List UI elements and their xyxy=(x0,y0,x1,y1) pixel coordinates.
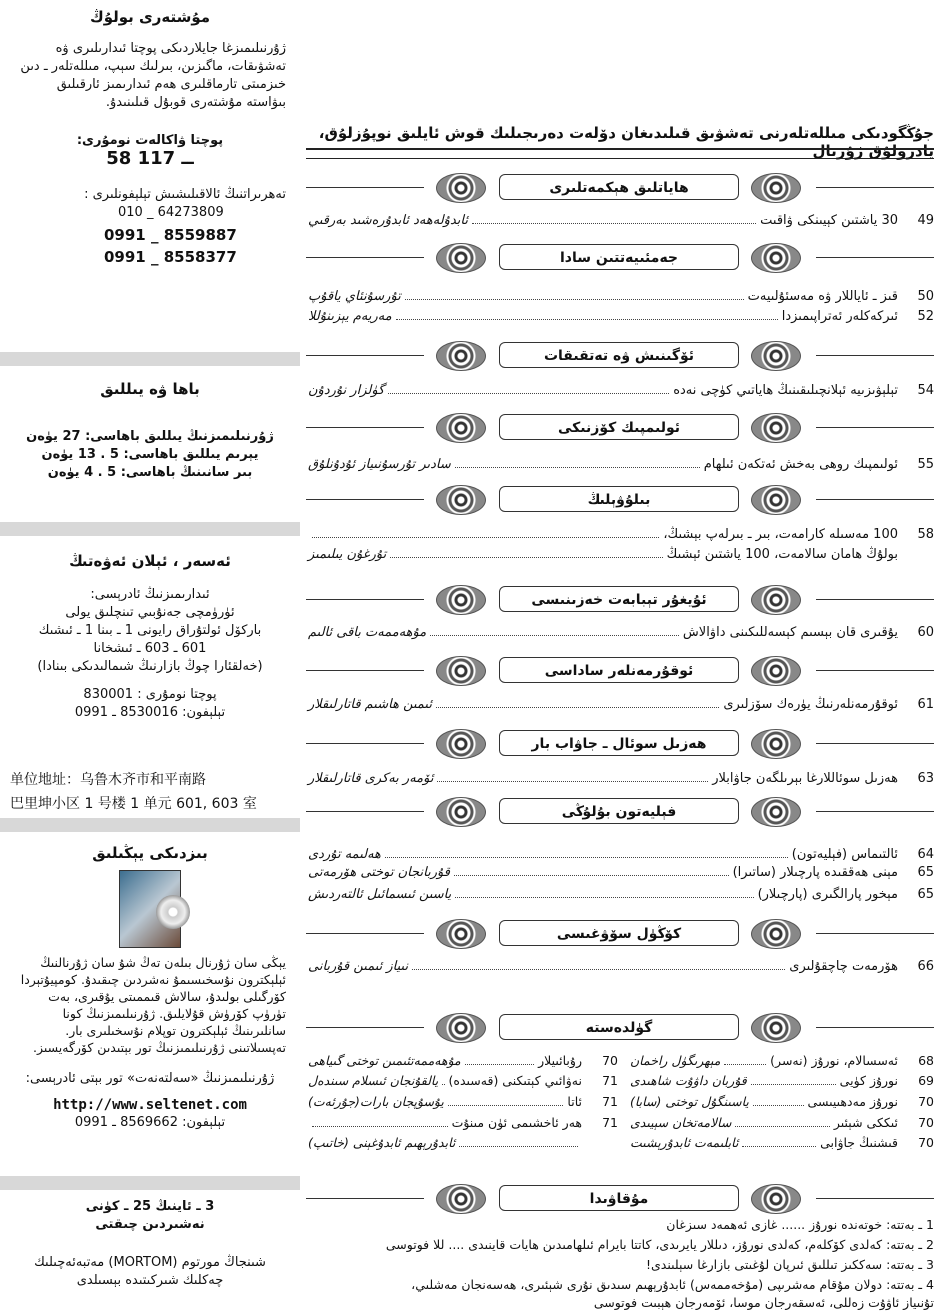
entry-page: 49 xyxy=(917,213,934,228)
section-title: بىلۇۋېلىڭ xyxy=(499,486,739,512)
entry-page: 69 xyxy=(918,1073,934,1088)
address-heading: ئەسەر ، ئېلان ئەۋەتىڭ xyxy=(69,552,231,570)
toc-entry[interactable] xyxy=(308,770,934,788)
entry-page: 68 xyxy=(918,1053,934,1068)
section-banner xyxy=(306,172,934,204)
entry-title: ئالتىماس (فېليەتون) xyxy=(791,847,898,862)
entry-author: ئابدۇلەھەد ئابدۇرەشىد بەرقىي xyxy=(308,213,468,228)
banner-rule xyxy=(816,1027,934,1028)
toc-entry[interactable] xyxy=(308,308,934,326)
entry-page: 55 xyxy=(917,457,934,472)
cover-note: 1 ـ بەتتە: خوتەندە نورۇز ...... غازى ئەھمەد سىزغان xyxy=(666,1217,934,1232)
postal-code-label: پوچتا ۋاكالەت نومۇرى: xyxy=(76,133,224,148)
entry-author: مۇھەممەت باقى ئالىم xyxy=(308,625,427,640)
entry-title: ھەر ئاخشىمى ئۈن مىنۇت xyxy=(451,1115,582,1130)
section-title: فېليەتون بۇلۇڭى xyxy=(499,798,739,824)
toc-entry[interactable] xyxy=(308,696,934,714)
section-title: ھەزىل سوئال ـ جاۋاب بار xyxy=(499,730,739,756)
section-banner xyxy=(306,655,934,687)
section-title: كۆڭۈل سۆۋغىسى xyxy=(499,920,739,946)
entry-page: 60 xyxy=(917,625,934,640)
banner-rule xyxy=(306,1198,424,1199)
chinese-address-line-2: 巴里坤小区 1 号楼 1 单元 601, 603 室 xyxy=(10,796,257,812)
dot-leader xyxy=(753,1095,804,1106)
phone-3: 0991 _ 8558377 xyxy=(104,248,237,266)
banner-rule xyxy=(306,257,424,258)
entry-title: يۇقىرى قان بېسىم كېسەللىكىنى داۋالاش xyxy=(682,625,898,640)
entry-author: مېھرىگۈل راخمان xyxy=(630,1053,721,1068)
entry-title: بولۇڭ ھامان سالامەت، 100 ياشتىن ئېشىڭ xyxy=(666,547,898,562)
banner-rule xyxy=(816,743,934,744)
entry-title: مېخور پارالگىرى (پارچىلار) xyxy=(757,887,898,902)
dot-leader xyxy=(312,1116,448,1127)
phones-label: تەھرىراتنىڭ ئالاقىلىشىش تېلېفونلىرى : xyxy=(84,187,286,202)
toc-entry[interactable] xyxy=(308,288,934,306)
entry-page: 71 xyxy=(602,1094,618,1109)
entry-author: يالقۇنجان ئىسلام سىندەل xyxy=(308,1073,439,1088)
entry-author: تۇرغۇن يىلىمىز xyxy=(308,547,387,562)
banner-rule xyxy=(816,599,934,600)
rosette-ornament-icon xyxy=(436,919,486,949)
sidebar-separator xyxy=(0,818,300,832)
toc-entry[interactable] xyxy=(308,212,934,230)
price-line-1: ژۇرنىلىمىزنىڭ يىللىق باھاسى: 27 يۈەن xyxy=(26,429,274,444)
rosette-ornament-icon xyxy=(751,919,801,949)
entry-page: 58 xyxy=(917,527,934,542)
cover-note: 2 ـ بەتتە: كەلدى كۆكلەم، كەلدى نورۇز، دىللار يايرىدى، كاتتا بايرام ئىلھامىدىن ھايات قاينىدى .... للا فوتوسى xyxy=(385,1237,934,1252)
section-banner xyxy=(306,412,934,444)
entry-title: ئىركەكلەر ئەتراپىمىزدا xyxy=(781,309,898,324)
guldeste-entry[interactable] xyxy=(308,1134,618,1152)
rosette-ornament-icon xyxy=(751,585,801,615)
printer-line-1: شىنجاڭ مورتوم (MORTOM) مەتبەئەچىلىك xyxy=(34,1255,266,1270)
banner-rule xyxy=(306,1027,424,1028)
decorative-border xyxy=(306,148,934,159)
entry-title: 30 ياشتىن كېيىنكى ۋاقىت xyxy=(760,213,898,228)
entry-author: ئابدۇرېھىم ئابدۇغېنى (خاتىپ) xyxy=(308,1135,456,1150)
entry-page: 52 xyxy=(917,309,934,324)
banner-rule xyxy=(816,355,934,356)
banner-rule xyxy=(306,743,424,744)
banner-rule xyxy=(816,1198,934,1199)
rosette-ornament-icon xyxy=(751,485,801,515)
toc-entry[interactable] xyxy=(308,382,934,400)
guldeste-entry[interactable] xyxy=(630,1072,934,1090)
section-banner xyxy=(306,484,934,516)
banner-rule xyxy=(816,670,934,671)
dot-leader xyxy=(724,1054,766,1065)
entry-page: 70 xyxy=(602,1053,618,1068)
banner-rule xyxy=(306,811,424,812)
toc-entry[interactable] xyxy=(308,864,934,882)
chinese-address xyxy=(10,768,257,816)
sidebar-separator xyxy=(0,522,300,536)
entry-author: ياسىن ئىسمائىل ئالتەردىش xyxy=(308,887,452,902)
price-line-2: يېرىم يىللىق باھاسى: 5 . 13 يۈەن xyxy=(41,447,259,462)
banner-rule xyxy=(306,355,424,356)
entry-title: ئاتا xyxy=(567,1094,582,1109)
entry-page: 50 xyxy=(917,289,934,304)
price-line-3: بىر سانىنىڭ باھاسى: 5 . 4 يۈەن xyxy=(47,465,253,480)
section-title: مۇقاۋىدا xyxy=(499,1185,739,1211)
journal-tagline: جۇڭگودىكى مىللەتلەرنى تەشۋىق قىلىدىغان دۆلەت دەرىجىلىك قوش ئايلىق نوپۇزلۇق، يادرولۇق ژۇرنال xyxy=(318,124,934,160)
section-banner xyxy=(306,340,934,372)
rosette-ornament-icon xyxy=(751,656,801,686)
entry-title: ئوقۇرمەنلەرنىڭ يۈرەك سۆزلىرى xyxy=(723,697,898,712)
entry-author: مۇھەممەتئىمىن توختى گىياھى xyxy=(308,1053,461,1068)
section-title: ھاياتلىق ھېكمەتلىرى xyxy=(499,174,739,200)
subscribe-box xyxy=(0,0,300,352)
section-banner xyxy=(306,1183,934,1215)
dot-leader xyxy=(396,309,778,320)
entry-title: ھۆرمەت چاچقۇلىرى xyxy=(789,959,898,974)
dot-leader xyxy=(459,1136,578,1147)
dot-leader xyxy=(436,697,719,708)
entry-page: 64 xyxy=(917,847,934,862)
section-title: ئولىمپىك كۆزنىكى xyxy=(499,414,739,440)
rosette-ornament-icon xyxy=(436,797,486,827)
rosette-ornament-icon xyxy=(751,413,801,443)
dot-leader xyxy=(742,1136,816,1147)
online-box xyxy=(0,836,300,1176)
entry-page: 65 xyxy=(917,865,934,880)
dot-leader xyxy=(390,547,662,558)
section-banner xyxy=(306,796,934,828)
postal-code-value: 58 ــ 117 xyxy=(106,148,194,169)
guldeste-entry[interactable] xyxy=(308,1072,618,1090)
section-title: ئۇيغۇر تېبابەت خەزىنىسى xyxy=(499,586,739,612)
guldeste-entry[interactable] xyxy=(630,1134,934,1152)
section-banner xyxy=(306,584,934,616)
dot-leader xyxy=(442,1074,444,1085)
chinese-address-line-1: 单位地址：乌鲁木齐市和平南路 xyxy=(10,772,206,788)
online-heading: بىزدىكى يېڭىلىق xyxy=(92,844,208,862)
entry-author: ھەلىمە تۇردى xyxy=(308,847,381,862)
print-published: نەشىردىن چىقتى xyxy=(95,1217,205,1232)
dot-leader xyxy=(312,527,659,538)
dot-leader xyxy=(448,1095,564,1106)
guldeste-entry[interactable] xyxy=(630,1114,934,1132)
guldeste-entry[interactable] xyxy=(630,1052,934,1070)
cover-note: 3 ـ بەتتە: سەككىز تىللىق ئىرپان لۇغىتى بازارغا سېلىندى! xyxy=(645,1257,934,1272)
contents-page xyxy=(300,0,940,1310)
toc-entry[interactable] xyxy=(308,546,934,564)
rosette-ornament-icon xyxy=(751,729,801,759)
banner-rule xyxy=(816,427,934,428)
sidebar-separator xyxy=(0,1176,300,1190)
banner-rule xyxy=(306,427,424,428)
subscribe-heading: مۇشتەرى بولۇڭ xyxy=(89,8,211,26)
entry-author: تۇرسۇنئاي ياقۇپ xyxy=(308,289,401,304)
toc-entry[interactable] xyxy=(308,526,934,544)
section-banner xyxy=(306,1012,934,1044)
banner-rule xyxy=(306,933,424,934)
section-banner xyxy=(306,918,934,950)
rosette-ornament-icon xyxy=(436,243,486,273)
dot-leader xyxy=(454,865,729,876)
entry-author: ياسىنگۇل توختى (سابا) xyxy=(630,1094,749,1109)
online-text: يېڭى سان ژۇرنال بىلەن تەڭ شۇ سان ژۇرنالنىڭ ئېلېكترون نۇسخىسىمۇ نەشردىن چىقىدۇ. كومپيۇتېردا كۆرگىلى بولىدۇ، سالاش قىممىتى يۇقىرى، بەت تۈرۈپ كۆرۈش قۇلايلىق. ژۇرنىلىمىزنىڭ كونا سانلىرىنىڭ ئېلېكترون توپلام نۇسخىلىرى بار. تەپسىلاتىنى ژۇرنىلىمىزنىڭ تور بېتىدىن كۆرگەيسىز. xyxy=(20,955,286,1055)
address-line-4: (خەلقئارا چوڭ بازارنىڭ شىمالىدىكى بىنادا) xyxy=(37,659,263,674)
toc-entry[interactable] xyxy=(308,958,934,976)
cover-note: 4 ـ بەتتە: دولان مۇقام مەشرىپى (مۇخەممەس) ئابدۇرېھىم سىدىق نۇرى شېئىرى، ھەسەنجان مەشلىي، xyxy=(411,1277,934,1292)
sidebar xyxy=(0,0,300,1302)
banner-rule xyxy=(306,187,424,188)
print-date: 3 ـ ئاينىڭ 25 ـ كۈنى xyxy=(85,1199,215,1214)
toc-entry[interactable] xyxy=(308,886,934,904)
phone-1: 010 _ 64273809 xyxy=(118,205,224,220)
rosette-ornament-icon xyxy=(751,173,801,203)
price-box xyxy=(0,372,300,522)
cd-disc-icon xyxy=(156,895,190,929)
toc-entry[interactable] xyxy=(308,456,934,474)
section-title: گۈلدەستە xyxy=(499,1014,739,1040)
section-banner xyxy=(306,242,934,274)
toc-entry[interactable] xyxy=(308,624,934,642)
entry-title: ئولىمپىك روھى بەخش ئەتكەن ئىلھام xyxy=(703,457,898,472)
rosette-ornament-icon xyxy=(436,729,486,759)
guldeste-entry[interactable] xyxy=(308,1052,618,1070)
entry-author: نىياز ئىمىن قۇربانى xyxy=(308,959,409,974)
guldeste-entry[interactable] xyxy=(630,1093,934,1111)
guldeste-entry[interactable] xyxy=(308,1114,618,1132)
subscribe-text: ژۇرنىلىمىزغا جايلاردىكى پوچتا ئىدارىلىرى ۋە تەشۋىقات، ماگىزىن، بىرلىك سېپ، مىللەتلەر ـ دىن خىزمىتى تارماقلىرى ھەم ئىدارىمىز ئارقىلىق بىۋاستە مۇشتەرى قوبۇل قىلىنىدۇ. xyxy=(20,41,286,110)
cover-note: تۇنىياز ئاۋۇت زەللى، ئەسقەرجان موسا، ئۆمەرجان ھېبىت فوتوسى xyxy=(593,1295,934,1310)
entry-page: 61 xyxy=(917,697,934,712)
section-title: ئوقۇرمەنلەر ساداسى xyxy=(499,657,739,683)
rosette-ornament-icon xyxy=(751,1013,801,1043)
dot-leader xyxy=(412,959,785,970)
entry-page: 63 xyxy=(917,771,934,786)
price-heading: باھا ۋە يىللىق xyxy=(100,380,200,398)
address-phone: تېلېفون: 8530016 ـ 0991 xyxy=(74,705,226,720)
entry-page: 66 xyxy=(917,959,934,974)
entry-title: نورۇز مەدھىيىسى xyxy=(807,1094,898,1109)
rosette-ornament-icon xyxy=(436,485,486,515)
address-label: ئىدارىمىزنىڭ ئادرېسى: xyxy=(90,587,210,602)
rosette-ornament-icon xyxy=(436,656,486,686)
banner-rule xyxy=(816,257,934,258)
dot-leader xyxy=(455,887,753,898)
banner-rule xyxy=(816,187,934,188)
rosette-ornament-icon xyxy=(436,173,486,203)
entry-page: 65 xyxy=(917,887,934,902)
address-line-3: 601 ـ 603 ـ ئىشخانا xyxy=(93,641,207,656)
sidebar-separator xyxy=(0,352,300,366)
entry-title: ئەسسالام، نورۇز (نەسر) xyxy=(770,1053,898,1068)
website-label: ژۇرنىلىمىزنىڭ «سەلتەنەت» تور بېتى ئادرېسى: xyxy=(25,1071,275,1086)
entry-author: قۇربانجان توختى ھۆرمەتى xyxy=(308,865,450,880)
rosette-ornament-icon xyxy=(436,1013,486,1043)
rosette-ornament-icon xyxy=(436,585,486,615)
dot-leader xyxy=(430,625,679,636)
dot-leader xyxy=(472,213,756,224)
dot-leader xyxy=(735,1116,829,1127)
address-line-1: ئۈرۈمچى جەنۇبىي تىنچلىق يولى xyxy=(65,605,235,620)
entry-author: سادىر تۇرسۇنىياز ئۇدۇنلۇق xyxy=(308,457,451,472)
banner-rule xyxy=(306,599,424,600)
print-box xyxy=(0,1192,300,1302)
entry-title: قىشنىڭ جاۋابى xyxy=(820,1135,898,1150)
website-url[interactable]: http://www.seltenet.com xyxy=(53,1097,247,1113)
dot-leader xyxy=(405,289,744,300)
entry-title: مېنى ھەققىدە پارچىلار (ساتىرا) xyxy=(732,865,898,880)
entry-title: نورۇز كۈيى xyxy=(839,1073,898,1088)
guldeste-entry[interactable] xyxy=(308,1093,618,1111)
rosette-ornament-icon xyxy=(751,1184,801,1214)
banner-rule xyxy=(816,933,934,934)
entry-author: ئۆمەر بەكرى قاتارلىقلار xyxy=(308,771,434,786)
entry-title: قىز ـ ئاياللار ۋە مەسئۇلىيەت xyxy=(747,289,898,304)
entry-page: 54 xyxy=(917,383,934,398)
banner-rule xyxy=(816,811,934,812)
entry-title: ئىككى شېئىر xyxy=(833,1115,898,1130)
entry-author: ئىمىن ھاشىم قاتارلىقلار xyxy=(308,697,432,712)
rosette-ornament-icon xyxy=(436,341,486,371)
dot-leader xyxy=(385,847,788,858)
section-title: جەمئىيەتتىن سادا xyxy=(499,244,739,270)
entry-title: 100 مەسىلە كارامەت، بىر ـ بىرلەپ بېشىڭ، xyxy=(663,527,898,542)
section-banner xyxy=(306,728,934,760)
entry-page: 70 xyxy=(918,1115,934,1130)
entry-title: تېلېۋىزىيە ئېلانچىلىقىنىڭ ھاياتىي كۈچى نەدە xyxy=(673,383,898,398)
rosette-ornament-icon xyxy=(751,797,801,827)
website-phone: تېلېفون: 8569662 ـ 0991 xyxy=(74,1115,226,1130)
section-title: ئۆگىنىش ۋە تەتقىقات xyxy=(499,342,739,368)
address-postal: پوچتا نومۇرى : 830001 xyxy=(83,687,217,702)
dot-leader xyxy=(388,383,669,394)
banner-rule xyxy=(306,670,424,671)
entry-author: سالامەتخان سېيىدى xyxy=(630,1115,732,1130)
address-line-2: باركۆل ئولتۇراق رايونى 1 ـ بىنا 1 ـ ئىشىك xyxy=(38,623,262,638)
rosette-ornament-icon xyxy=(436,413,486,443)
phone-2: 0991 _ 8559887 xyxy=(104,226,237,244)
entry-page: 71 xyxy=(602,1073,618,1088)
entry-author: ئابلىمەت ئابدۇرېشىت xyxy=(630,1135,739,1150)
rosette-ornament-icon xyxy=(436,1184,486,1214)
printer-line-2: چەكلىك شىركىتىدە بېسىلدى xyxy=(76,1273,224,1288)
entry-author: قۇربان داۋۇت شاھىدى xyxy=(630,1073,747,1088)
entry-author: مەريەم يېزىنۇللا xyxy=(308,309,392,324)
entry-author: گۈلزار نۇردۇن xyxy=(308,383,385,398)
dot-leader xyxy=(437,771,708,782)
entry-author: يۇسۇپجان بارات(جۇرئەت) xyxy=(308,1094,444,1109)
banner-rule xyxy=(816,499,934,500)
entry-page: 71 xyxy=(602,1115,618,1130)
toc-entry[interactable] xyxy=(308,846,934,864)
journal-cover-image xyxy=(119,870,181,948)
dot-leader xyxy=(455,457,700,468)
entry-page: 70 xyxy=(918,1094,934,1109)
dot-leader xyxy=(465,1054,534,1065)
rosette-ornament-icon xyxy=(751,341,801,371)
entry-title: رۇبائىيلار xyxy=(538,1053,582,1068)
banner-rule xyxy=(306,499,424,500)
entry-title: ھەزىل سوئاللارغا بېرىلگەن جاۋابلار xyxy=(712,771,898,786)
entry-page: 70 xyxy=(918,1135,934,1150)
rosette-ornament-icon xyxy=(751,243,801,273)
entry-title: نەۋائىي كېتىكنى (قەسىدە) xyxy=(448,1073,582,1088)
dot-leader xyxy=(751,1074,836,1085)
